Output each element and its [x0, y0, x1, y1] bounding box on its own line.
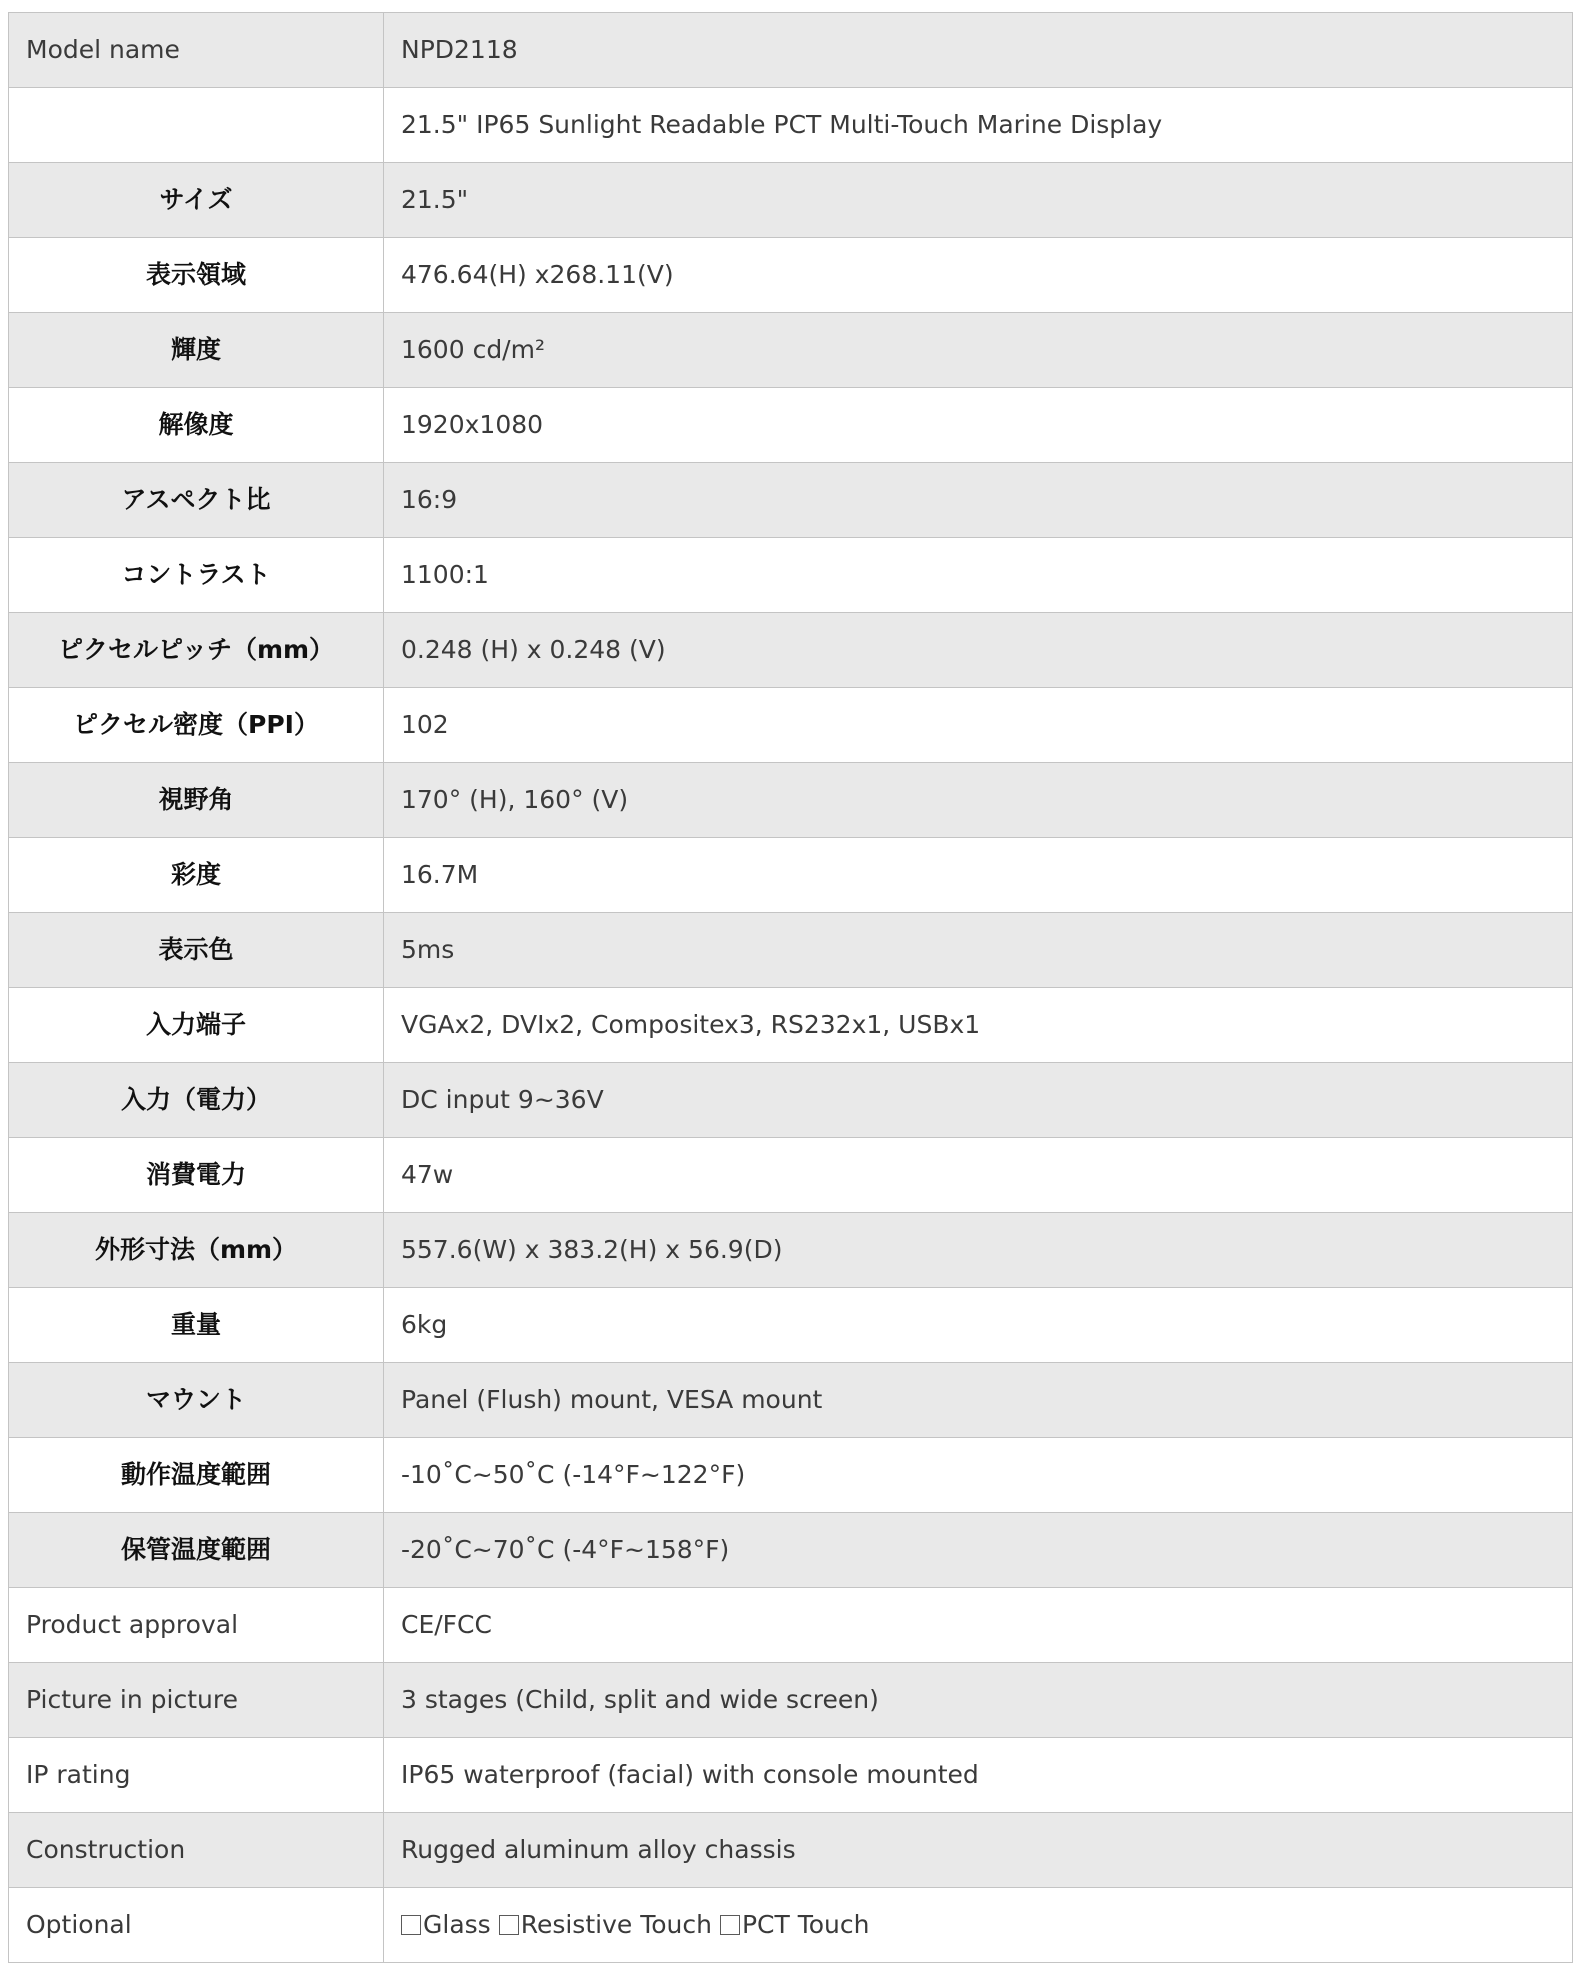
row-value: 557.6(W) x 383.2(H) x 56.9(D) [384, 1213, 1573, 1288]
row-value: IP65 waterproof (facial) with console mounted [384, 1738, 1573, 1813]
table-row [9, 1288, 1573, 1363]
row-value: NPD2118 [384, 13, 1573, 88]
row-label: 表示領域 [9, 238, 384, 313]
optional-options [384, 1888, 1573, 1963]
spec-table [8, 12, 1573, 1963]
table-row [9, 13, 1573, 88]
optional-option [401, 1910, 491, 1939]
table-row [9, 538, 1573, 613]
table-row [9, 688, 1573, 763]
table-row [9, 1438, 1573, 1513]
row-label: Product approval [9, 1588, 384, 1663]
table-row [9, 1363, 1573, 1438]
table-row [9, 88, 1573, 163]
row-value: 1920x1080 [384, 388, 1573, 463]
row-label: アスペクト比 [9, 463, 384, 538]
table-row [9, 913, 1573, 988]
row-label: Optional [9, 1888, 384, 1963]
row-label: 視野角 [9, 763, 384, 838]
empty-checkbox-icon [499, 1915, 519, 1935]
optional-option-label: Resistive Touch [520, 1910, 712, 1939]
row-value: -10˚C~50˚C (-14°F~122°F) [384, 1438, 1573, 1513]
row-label: 表示色 [9, 913, 384, 988]
row-label: 入力端子 [9, 988, 384, 1063]
optional-option-label: PCT Touch [741, 1910, 870, 1939]
table-row [9, 1213, 1573, 1288]
spec-table-body [9, 13, 1573, 1963]
row-label: 入力（電力） [9, 1063, 384, 1138]
row-value: 21.5" IP65 Sunlight Readable PCT Multi-Touch Marine Display [384, 88, 1573, 163]
row-label: ピクセル密度（PPI） [9, 688, 384, 763]
row-value: 16:9 [384, 463, 1573, 538]
table-row [9, 388, 1573, 463]
row-label: 重量 [9, 1288, 384, 1363]
row-label: マウント [9, 1363, 384, 1438]
optional-option [499, 1910, 712, 1939]
table-row [9, 988, 1573, 1063]
row-label: IP rating [9, 1738, 384, 1813]
row-label: Picture in picture [9, 1663, 384, 1738]
row-value: 1600 cd/m² [384, 313, 1573, 388]
table-row [9, 238, 1573, 313]
table-row [9, 463, 1573, 538]
row-value: 102 [384, 688, 1573, 763]
table-row [9, 1513, 1573, 1588]
table-row [9, 1063, 1573, 1138]
row-label: サイズ [9, 163, 384, 238]
row-label [9, 88, 384, 163]
row-value: 476.64(H) x268.11(V) [384, 238, 1573, 313]
row-value: CE/FCC [384, 1588, 1573, 1663]
row-value: VGAx2, DVIx2, Compositex3, RS232x1, USBx1 [384, 988, 1573, 1063]
table-row-optional [9, 1888, 1573, 1963]
row-value: 3 stages (Child, split and wide screen) [384, 1663, 1573, 1738]
row-label: 輝度 [9, 313, 384, 388]
row-value: 6kg [384, 1288, 1573, 1363]
row-value: 0.248 (H) x 0.248 (V) [384, 613, 1573, 688]
empty-checkbox-icon [401, 1915, 421, 1935]
empty-checkbox-icon [720, 1915, 740, 1935]
row-value: 16.7M [384, 838, 1573, 913]
table-row [9, 1663, 1573, 1738]
table-row [9, 1588, 1573, 1663]
table-row [9, 1138, 1573, 1213]
table-row [9, 763, 1573, 838]
row-label: Model name [9, 13, 384, 88]
table-row [9, 1738, 1573, 1813]
row-label: 解像度 [9, 388, 384, 463]
table-row [9, 1813, 1573, 1888]
table-row [9, 313, 1573, 388]
row-label: 外形寸法（mm） [9, 1213, 384, 1288]
table-row [9, 838, 1573, 913]
table-row [9, 613, 1573, 688]
row-value: -20˚C~70˚C (-4°F~158°F) [384, 1513, 1573, 1588]
row-label: 保管温度範囲 [9, 1513, 384, 1588]
row-label: Construction [9, 1813, 384, 1888]
row-value: 47w [384, 1138, 1573, 1213]
row-label: 動作温度範囲 [9, 1438, 384, 1513]
row-label: 彩度 [9, 838, 384, 913]
optional-option-label: Glass [423, 1910, 491, 1939]
row-value: Panel (Flush) mount, VESA mount [384, 1363, 1573, 1438]
row-value: 1100:1 [384, 538, 1573, 613]
optional-option [720, 1910, 870, 1939]
row-value: 21.5" [384, 163, 1573, 238]
row-value: 5ms [384, 913, 1573, 988]
row-label: 消費電力 [9, 1138, 384, 1213]
row-label: コントラスト [9, 538, 384, 613]
row-label: ピクセルピッチ（mm） [9, 613, 384, 688]
table-row [9, 163, 1573, 238]
row-value: Rugged aluminum alloy chassis [384, 1813, 1573, 1888]
row-value: 170° (H), 160° (V) [384, 763, 1573, 838]
row-value: DC input 9~36V [384, 1063, 1573, 1138]
